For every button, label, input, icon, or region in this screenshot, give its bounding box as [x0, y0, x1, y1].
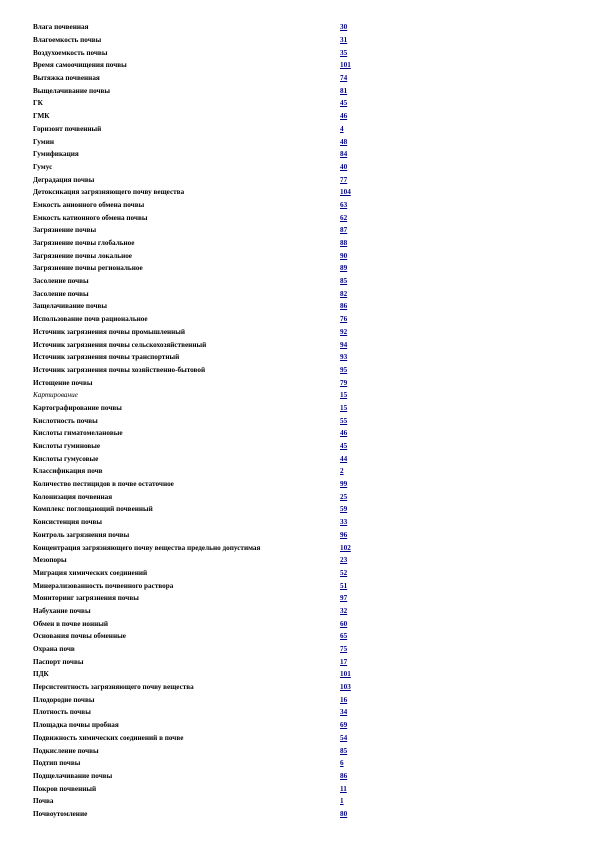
index-term: Горизонт почвенный: [33, 124, 102, 133]
index-page-link[interactable]: 80: [340, 809, 348, 818]
index-page-link[interactable]: 1: [340, 797, 344, 806]
index-entry: [33, 338, 363, 351]
index-term: Набухание почвы: [33, 606, 91, 615]
index-page-link[interactable]: 54: [340, 733, 348, 742]
index-page-link[interactable]: 101: [340, 61, 351, 70]
index-term: Подщелачивание почвы: [33, 771, 113, 780]
index-entry: [33, 770, 363, 783]
index-entry: [33, 34, 363, 47]
index-term: Использование почв рациональное: [33, 315, 148, 324]
index-page-link[interactable]: 15: [340, 391, 348, 400]
index-term: Защелачивание почвы: [33, 302, 108, 311]
index-page-link[interactable]: 77: [340, 175, 348, 184]
index-page-link[interactable]: 34: [340, 708, 348, 717]
index-entry: [33, 173, 363, 186]
index-term: Подвижность химических соединений в почве: [33, 733, 184, 742]
index-entry: [33, 59, 363, 72]
index-term: Истощение почвы: [33, 378, 93, 387]
index-page-link[interactable]: 104: [340, 188, 351, 197]
index-term: Мезопоры: [33, 556, 67, 565]
index-term: Емкость анионного обмена почвы: [33, 200, 145, 209]
index-entry: [33, 681, 363, 694]
index-term: Подкисление почвы: [33, 746, 99, 755]
index-page-link[interactable]: 17: [340, 657, 348, 666]
index-entry: [33, 110, 363, 123]
index-entry: [33, 592, 363, 605]
index-entry: [33, 72, 363, 85]
index-term: Источник загрязнения почвы транспортный: [33, 353, 180, 362]
index-page-link[interactable]: 102: [340, 543, 351, 552]
index-term: Плодородие почвы: [33, 695, 95, 704]
index-page-link[interactable]: 81: [340, 86, 348, 95]
index-term: Кислоты гиматомелановые: [33, 429, 123, 438]
index-term: Комплекс поглощающий почвенный: [33, 505, 153, 514]
index-entry: [33, 364, 363, 377]
index-term: Кислотность почвы: [33, 416, 98, 425]
index-entry: [33, 97, 363, 110]
index-entry: [33, 326, 363, 339]
index-page-link[interactable]: 65: [340, 632, 348, 641]
index-term: Выщелачивание почвы: [33, 86, 111, 95]
index-page-link[interactable]: 88: [340, 239, 348, 248]
index-page-link[interactable]: 44: [340, 454, 348, 463]
index-page-link[interactable]: 63: [340, 200, 348, 209]
index-entry: [33, 693, 363, 706]
index-page-link[interactable]: 46: [340, 429, 348, 438]
index-entry: [33, 605, 363, 618]
index-entry: [33, 351, 363, 364]
index-page-link[interactable]: 93: [340, 353, 348, 362]
index-term: Картирование: [33, 391, 78, 400]
index-term: Минерализованность почвенного раствора: [33, 581, 174, 590]
index-page-link[interactable]: 48: [340, 137, 348, 146]
index-term: ПДК: [33, 670, 49, 679]
index-term: Персистентность загрязняющего почву вещества: [33, 683, 194, 692]
index-page-link[interactable]: 97: [340, 594, 348, 603]
index-entry: [33, 719, 363, 732]
index-term: Вытяжка почвенная: [33, 74, 100, 83]
index-entry: [33, 402, 363, 415]
index-term: Засоление почвы: [33, 289, 89, 298]
index-entry: [33, 199, 363, 212]
index-entry: [33, 529, 363, 542]
index-entry: [33, 287, 363, 300]
index-term: Основания почвы обменные: [33, 632, 126, 641]
index-entry: [33, 490, 363, 503]
index-page-link[interactable]: 95: [340, 365, 348, 374]
index-term: Контроль загрязнения почвы: [33, 530, 130, 539]
index-page-link[interactable]: 51: [340, 581, 348, 590]
index-term: Влага почвенная: [33, 23, 89, 32]
index-page-link[interactable]: 23: [340, 556, 348, 565]
index-entry: [33, 465, 363, 478]
index-term: Воздухоемкость почвы: [33, 48, 108, 57]
index-entry: [33, 389, 363, 402]
index-term: Засоление почвы: [33, 277, 89, 286]
index-page-link[interactable]: 45: [340, 442, 348, 451]
index-page-link[interactable]: 99: [340, 480, 348, 489]
index-term: Подтип почвы: [33, 759, 81, 768]
index-term: Кислоты гуминовые: [33, 442, 101, 451]
index-term: Почва: [33, 797, 54, 806]
index-page-link[interactable]: 11: [340, 784, 347, 793]
index-page-link[interactable]: 92: [340, 327, 348, 336]
index-page-link[interactable]: 76: [340, 315, 348, 324]
index-page-link[interactable]: 86: [340, 771, 348, 780]
index-entry: [33, 376, 363, 389]
index-entry: [33, 123, 363, 136]
index-entry: [33, 148, 363, 161]
index-page-link[interactable]: 101: [340, 670, 351, 679]
index-entry: [33, 554, 363, 567]
index-page-link[interactable]: 40: [340, 162, 348, 171]
index-page-link[interactable]: 30: [340, 23, 348, 32]
index-entry: [33, 732, 363, 745]
index-page-link[interactable]: 46: [340, 112, 348, 121]
index-term: Классификация почв: [33, 467, 103, 476]
index-entry: [33, 541, 363, 554]
index-entry: [33, 795, 363, 808]
index-page-link[interactable]: 59: [340, 505, 348, 514]
index-term: Площадка почвы пробная: [33, 721, 119, 730]
index-page-link[interactable]: 74: [340, 74, 348, 83]
index-page-link[interactable]: 96: [340, 530, 348, 539]
index-entry: [33, 478, 363, 491]
index-page-link[interactable]: 60: [340, 619, 348, 628]
index-term: Покров почвенный: [33, 784, 97, 793]
index-entry: [33, 161, 363, 174]
index-page-link[interactable]: 2: [340, 467, 344, 476]
index-entry: [33, 300, 363, 313]
index-term: Емкость катионного обмена почвы: [33, 213, 148, 222]
index-entry: [33, 782, 363, 795]
index-page-link[interactable]: 4: [340, 124, 344, 133]
index-entry: [33, 135, 363, 148]
index-entry: [33, 440, 363, 453]
index-page-link[interactable]: 45: [340, 99, 348, 108]
index-term: Гумин: [33, 137, 54, 146]
index-entry: [33, 452, 363, 465]
index-entry: [33, 617, 363, 630]
index-entry: [33, 516, 363, 529]
index-page-link[interactable]: 84: [340, 150, 348, 159]
index-entry: [33, 744, 363, 757]
index-term: Паспорт почвы: [33, 657, 84, 666]
index-page-link[interactable]: 52: [340, 568, 348, 577]
index-term: Деградация почвы: [33, 175, 95, 184]
index-entry: [33, 567, 363, 580]
index-page-link[interactable]: 87: [340, 226, 348, 235]
index-entry: [33, 579, 363, 592]
index-term: Концентрация загрязняющего почву вещества предельно допустимая: [33, 543, 261, 552]
index-term: ГК: [33, 99, 43, 108]
index-page-link[interactable]: 15: [340, 403, 348, 412]
index-page-link[interactable]: 86: [340, 302, 348, 311]
index-page-link[interactable]: 6: [340, 759, 344, 768]
index-term: Загрязнение почвы: [33, 226, 97, 235]
index-entry: [33, 84, 363, 97]
index-page-link[interactable]: 82: [340, 289, 348, 298]
index-entry: [33, 643, 363, 656]
index-entry: [33, 21, 363, 34]
index-entry: [33, 757, 363, 770]
index-entry: [33, 46, 363, 59]
index-entry: [33, 186, 363, 199]
index-term: Гумификация: [33, 150, 79, 159]
index-entry: [33, 706, 363, 719]
index-term: Мониторинг загрязнения почвы: [33, 594, 139, 603]
index-term: Охрана почв: [33, 645, 75, 654]
index-entry: [33, 313, 363, 326]
index-page-link[interactable]: 33: [340, 518, 348, 527]
index-page-link[interactable]: 89: [340, 264, 348, 273]
index-term: Миграция химических соединений: [33, 568, 148, 577]
index-term: Загрязнение почвы локальное: [33, 251, 132, 260]
index-entry: [33, 655, 363, 668]
index-page-link[interactable]: 103: [340, 683, 351, 692]
index-page-link[interactable]: 62: [340, 213, 348, 222]
index-term: Детоксикация загрязняющего почву вещества: [33, 188, 185, 197]
index-page-link[interactable]: 69: [340, 721, 348, 730]
index-term: Консистенция почвы: [33, 518, 103, 527]
index-term: Источник загрязнения почвы хозяйственно-бытовой: [33, 365, 206, 374]
index-entry: [33, 249, 363, 262]
index-page-link[interactable]: 25: [340, 492, 348, 501]
index-term: ГМК: [33, 112, 50, 121]
index-entry: [33, 630, 363, 643]
index-page-link[interactable]: 55: [340, 416, 348, 425]
index-page-link[interactable]: 94: [340, 340, 348, 349]
index-term: Время самоочищения почвы: [33, 61, 127, 70]
index-page-link[interactable]: 75: [340, 645, 348, 654]
index-page-link[interactable]: 90: [340, 251, 348, 260]
index-entry: [33, 503, 363, 516]
index-entry: [33, 262, 363, 275]
index-entry: [33, 414, 363, 427]
index-term: Обмен в почве ионный: [33, 619, 108, 628]
index-page-link[interactable]: 35: [340, 48, 348, 57]
index-term: Влагоемкость почвы: [33, 36, 102, 45]
index-term: Колонизация почвенная: [33, 492, 113, 501]
index-term: Гумус: [33, 162, 53, 171]
index-term: Источник загрязнения почвы промышленный: [33, 327, 186, 336]
index-page-link[interactable]: 79: [340, 378, 348, 387]
index-term: Картографирование почвы: [33, 403, 122, 412]
index-term: Почвоутомление: [33, 809, 88, 818]
index-term: Источник загрязнения почвы сельскохозяйственный: [33, 340, 207, 349]
index-term: Загрязнение почвы глобальное: [33, 239, 135, 248]
index-term: Плотность почвы: [33, 708, 91, 717]
index-page-link[interactable]: 85: [340, 277, 348, 286]
index-entry: [33, 211, 363, 224]
index-entry: [33, 237, 363, 250]
index-page-link[interactable]: 31: [340, 36, 348, 45]
subject-index: [33, 21, 363, 820]
index-page-link[interactable]: 16: [340, 695, 348, 704]
index-entry: [33, 427, 363, 440]
index-entry: [33, 808, 363, 821]
index-entry: [33, 224, 363, 237]
index-page-link[interactable]: 32: [340, 606, 348, 615]
index-page-link[interactable]: 85: [340, 746, 348, 755]
index-entry: [33, 668, 363, 681]
index-term: Количество пестицидов в почве остаточное: [33, 480, 174, 489]
index-term: Кислоты гумусовые: [33, 454, 99, 463]
index-entry: [33, 275, 363, 288]
index-term: Загрязнение почвы региональное: [33, 264, 143, 273]
